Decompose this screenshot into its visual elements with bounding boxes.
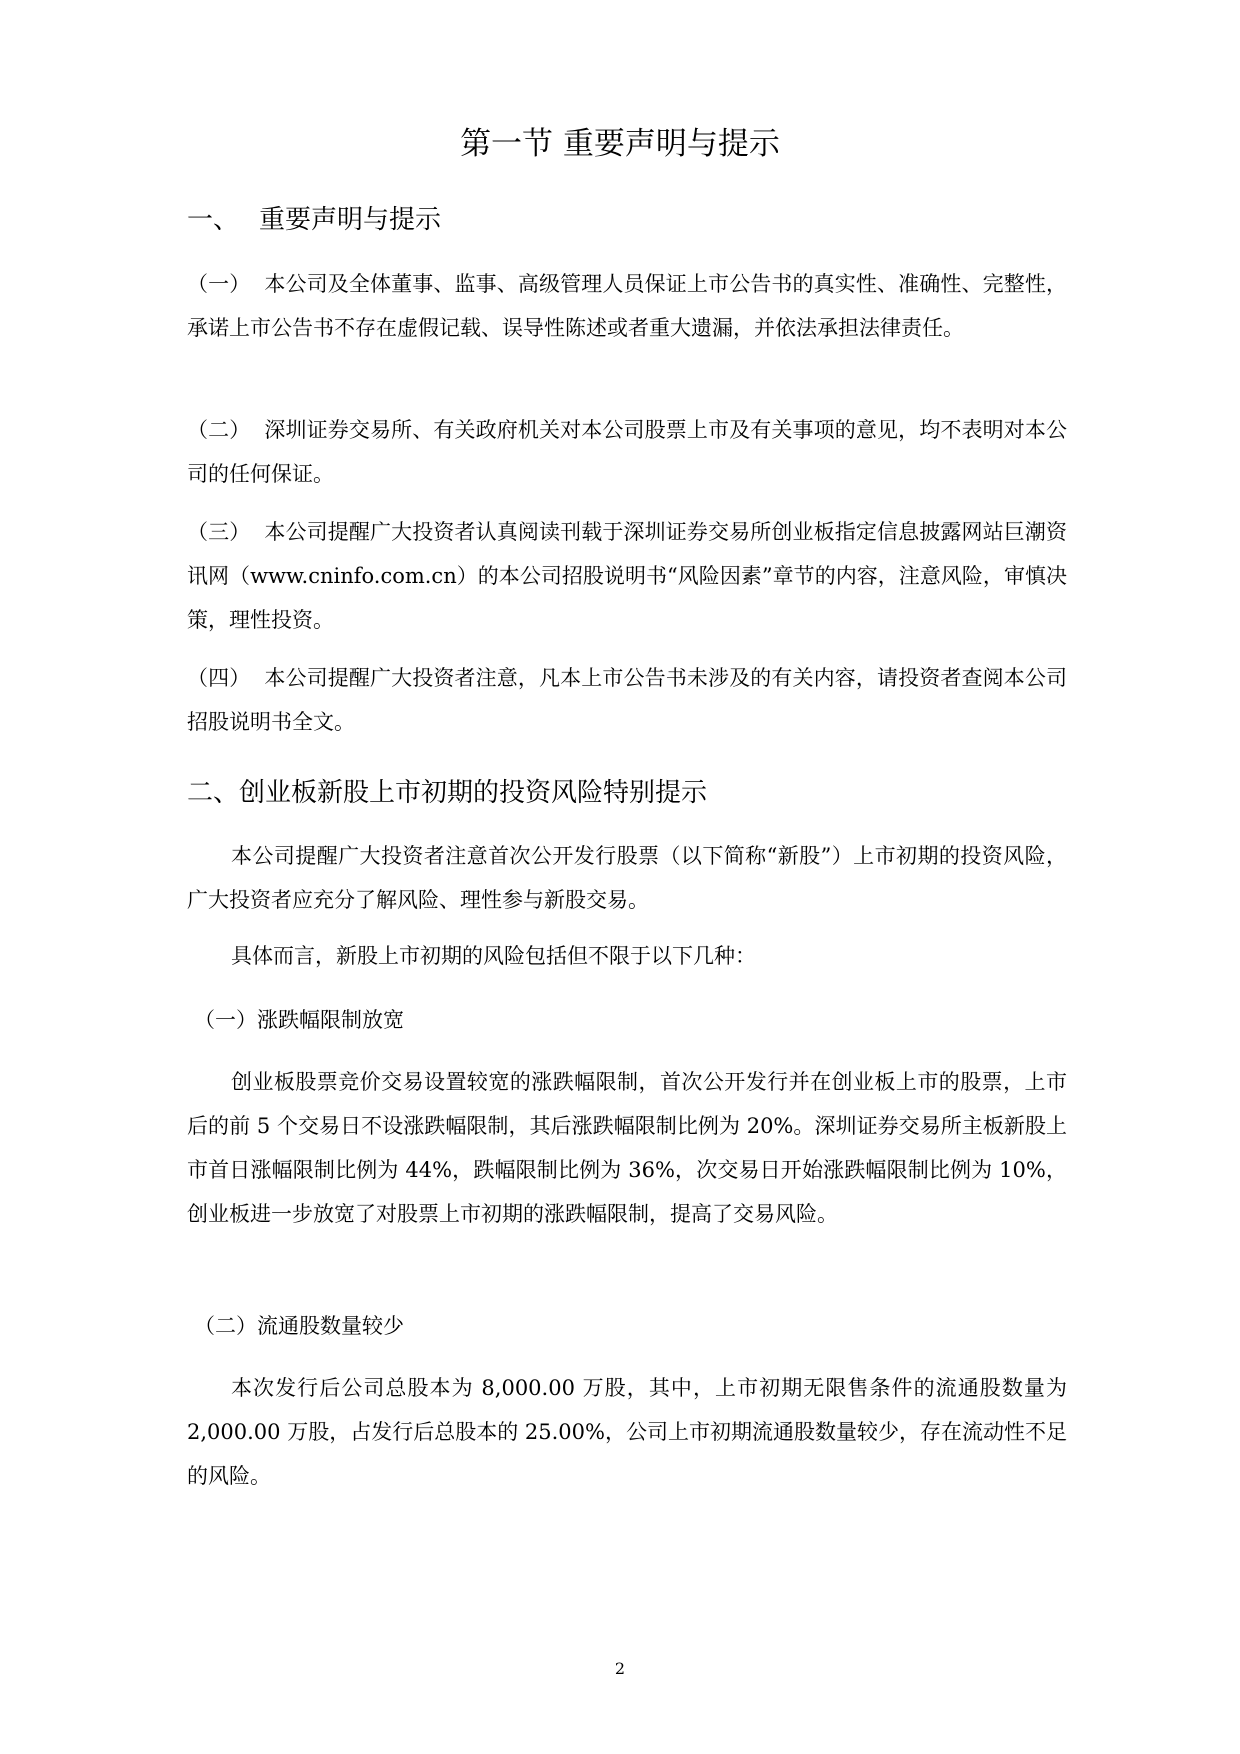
item-text: 本公司提醒广大投资者认真阅读刊载于深圳证券交易所创业板指定信息披露网站巨潮资讯网（www.cninfo.com.cn）的本公司招股说明书“风险因素”章节的内容，注意风险，审慎决策，理性投资。 [187,520,1067,632]
page-number: 2 [614,1659,626,1678]
section2-intro-2: 具体而言，新股上市初期的风险包括但不限于以下几种： [231,944,756,968]
item-label: （四） [187,666,251,690]
section2-intro: 本公司提醒广大投资者注意首次公开发行股票（以下简称“新股”）上市初期的投资风险，广大投资者应充分了解风险、理性参与新股交易。 [187,844,1067,912]
subsection-1-text: 创业板股票竞价交易设置较宽的涨跌幅限制，首次公开发行并在创业板上市的股票，上市后的前 5 个交易日不设涨跌幅限制，其后涨跌幅限制比例为 20%。深圳证券交易所主板新股上市首日涨幅限制比例为 44%，跌幅限制比例为 36%，次交易日开始涨跌幅限制比例为 10%，创业板进一步放宽了对股票上市初期的涨跌幅限制，提高了交易风险。 [187,1070,1067,1226]
item-text: 深圳证券交易所、有关政府机关对本公司股票上市及有关事项的意见，均不表明对本公司的任何保证。 [187,418,1067,486]
item-label: （一） [187,272,251,296]
statement-item-4 [187,656,1067,744]
subsection-2-text: 本次发行后公司总股本为 8,000.00 万股，其中，上市初期无限售条件的流通股数量为 2,000.00 万股，占发行后总股本的 25.00%，公司上市初期流通股数量较少，存在流动性不足的风险。 [187,1376,1067,1488]
section-number: 一、 [187,205,240,235]
item-text: 本公司及全体董事、监事、高级管理人员保证上市公告书的真实性、准确性、完整性，承诺上市公告书不存在虚假记载、误导性陈述或者重大遗漏，并依法承担法律责任。 [187,272,1067,340]
item-label: （二） [187,418,251,442]
statement-item-3 [187,510,1067,642]
statement-item-2 [187,408,1067,496]
subsection-heading-1: （一）涨跌幅限制放宽 [194,1008,404,1032]
section-heading-1 [187,201,441,239]
subsection-heading-2: （二）流通股数量较少 [194,1314,404,1338]
statement-item-1 [187,262,1067,350]
section-title: 重要声明与提示 [259,205,442,235]
section-heading-2: 二、创业板新股上市初期的投资风险特别提示 [187,778,708,808]
chapter-title: 第一节 重要声明与提示 [460,126,780,162]
item-label: （三） [187,520,251,544]
item-text: 本公司提醒广大投资者注意，凡本上市公告书未涉及的有关内容，请投资者查阅本公司招股说明书全文。 [187,666,1067,734]
